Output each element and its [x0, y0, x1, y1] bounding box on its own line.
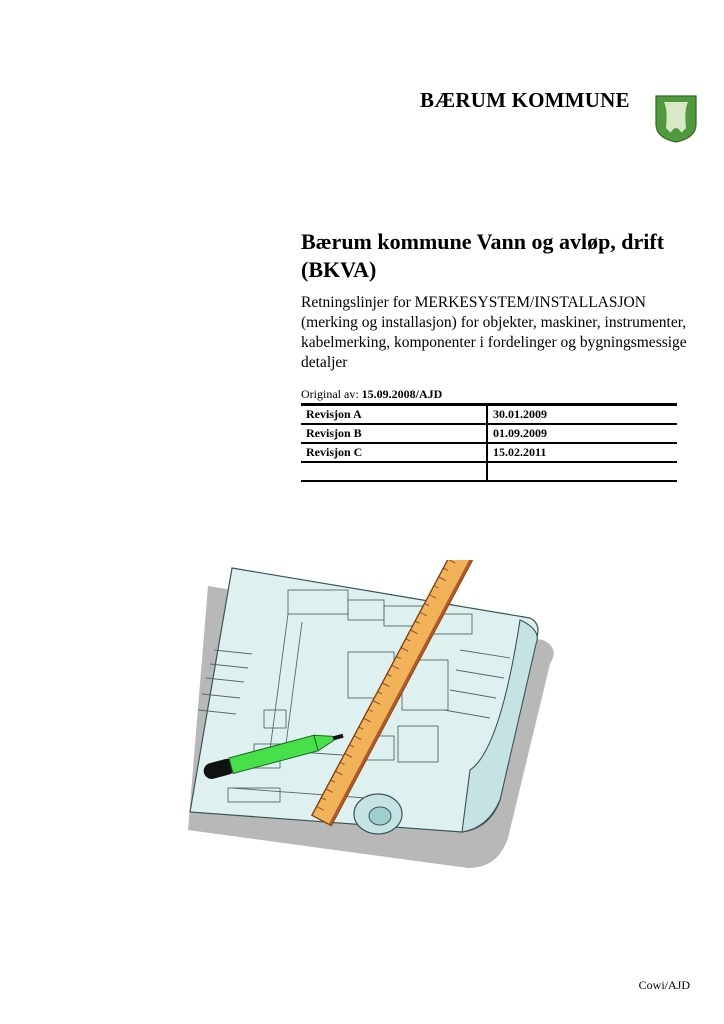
- revision-label: Revisjon B: [301, 425, 488, 442]
- revision-date: 30.01.2009: [493, 407, 547, 421]
- table-row: [301, 406, 677, 425]
- original-label: Original av:: [301, 387, 359, 401]
- revision-date: 15.02.2011: [493, 445, 547, 459]
- revision-date: [488, 463, 677, 480]
- blueprint-ruler-pen-icon: [170, 560, 560, 880]
- original-row: [301, 386, 677, 406]
- table-row: [301, 425, 677, 444]
- revision-label: Revisjon A: [301, 406, 488, 423]
- footer-author: Cowi/AJD: [638, 978, 690, 992]
- coat-of-arms-icon: [654, 94, 698, 144]
- document-description: Retningslinjer for MERKESYSTEM/INSTALLASJON (merking og installasjon) for objekter, maskiner, instrumenter, kabelmerking, komponenter i fordelinger og bygningsmessige detaljer: [301, 294, 687, 371]
- original-value: 15.09.2008/AJD: [361, 387, 443, 401]
- table-row: [301, 444, 677, 463]
- revision-label: Revisjon C: [301, 444, 488, 461]
- revision-date: 01.09.2009: [493, 426, 547, 440]
- organization-name: BÆRUM KOMMUNE: [420, 88, 630, 112]
- document-title: Bærum kommune Vann og avløp, drift (BKVA): [301, 229, 665, 282]
- revision-table: [301, 386, 677, 482]
- table-row: [301, 463, 677, 482]
- revision-label: [301, 463, 488, 480]
